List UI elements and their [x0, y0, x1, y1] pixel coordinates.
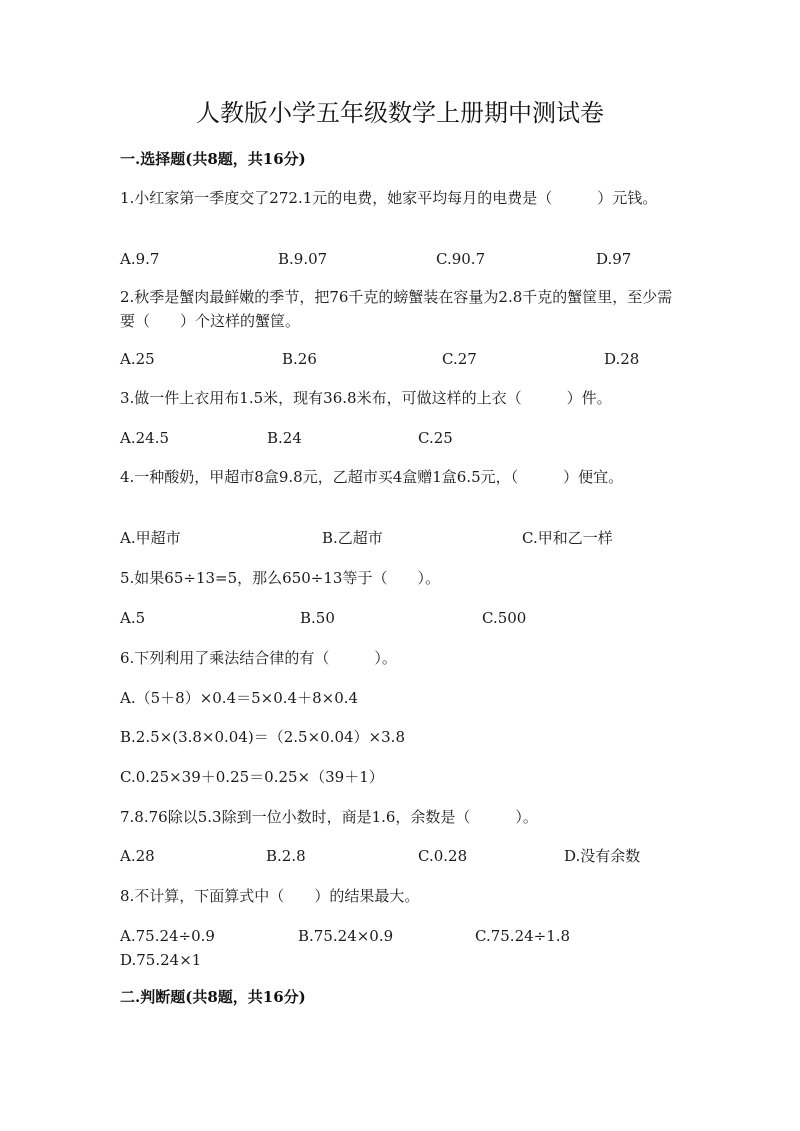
- option-b[interactable]: B.75.24×0.9: [298, 927, 394, 945]
- option-b[interactable]: B.9.07: [278, 250, 328, 268]
- option-c[interactable]: C.90.7: [436, 250, 486, 268]
- option-a[interactable]: A.75.24÷0.9: [120, 927, 215, 945]
- option-c[interactable]: C.0.28: [418, 847, 468, 865]
- question-5-stem: 5.如果65÷13=5，那么650÷13等于（ ）。: [120, 569, 440, 587]
- question-6-stem: 6.下列利用了乘法结合律的有（ ）。: [120, 649, 397, 667]
- question-3-stem: 3.做一件上衣用布1.5米，现有36.8米布，可做这样的上衣（ ）件。: [120, 389, 612, 407]
- option-c[interactable]: C.25: [418, 429, 453, 447]
- option-b[interactable]: B.50: [300, 609, 335, 627]
- question-4-options: [120, 526, 680, 550]
- question-1-options: [120, 247, 680, 271]
- option-a[interactable]: A.28: [120, 847, 155, 865]
- option-c[interactable]: C.500: [482, 609, 527, 627]
- option-b[interactable]: B.2.5×(3.8×0.04)＝（2.5×0.04）×3.8: [120, 728, 405, 746]
- option-c[interactable]: C.75.24÷1.8: [475, 927, 571, 945]
- page-title: 人教版小学五年级数学上册期中测试卷: [196, 99, 604, 127]
- option-c[interactable]: C.甲和乙一样: [522, 529, 613, 547]
- option-c[interactable]: C.27: [442, 350, 477, 368]
- option-b[interactable]: B.26: [282, 350, 317, 368]
- question-1-stem: 1.小红家第一季度交了272.1元的电费，她家平均每月的电费是（ ）元钱。: [120, 189, 658, 207]
- option-d[interactable]: D.97: [596, 250, 632, 268]
- question-8-options: [120, 924, 680, 972]
- question-3-options: [120, 426, 680, 450]
- option-c[interactable]: C.0.25×39＋0.25＝0.25×（39＋1）: [120, 768, 384, 786]
- option-a[interactable]: A.24.5: [120, 429, 169, 447]
- question-2-stem: 2.秋季是蟹肉最鲜嫩的季节，把76千克的螃蟹装在容量为2.8千克的蟹筐里，至少需要（ ）个这样的蟹筐。: [120, 288, 673, 330]
- question-5-options: [120, 606, 680, 630]
- option-d[interactable]: D.没有余数: [564, 847, 641, 865]
- question-7-stem: 7.8.76除以5.3除到一位小数时，商是1.6，余数是（ ）。: [120, 808, 538, 826]
- section-heading-judgement: 二.判断题(共8题，共16分): [120, 988, 306, 1006]
- question-2-options: [120, 347, 680, 371]
- option-a[interactable]: A.（5＋8）×0.4＝5×0.4＋8×0.4: [120, 689, 359, 707]
- option-a[interactable]: A.9.7: [120, 250, 160, 268]
- option-a[interactable]: A.5: [120, 609, 146, 627]
- option-b[interactable]: B.乙超市: [322, 529, 383, 547]
- option-d[interactable]: D.75.24×1: [120, 951, 202, 969]
- option-d[interactable]: D.28: [604, 350, 640, 368]
- question-4-stem: 4.一种酸奶，甲超市8盒9.8元，乙超市买4盒赠1盒6.5元，（ ）便宜。: [120, 468, 624, 486]
- section-heading-choice: 一.选择题(共8题，共16分): [120, 150, 306, 168]
- question-7-options: [120, 844, 680, 868]
- question-8-stem: 8.不计算，下面算式中（ ）的结果最大。: [120, 887, 420, 905]
- option-a[interactable]: A.25: [120, 350, 155, 368]
- option-b[interactable]: B.24: [267, 429, 302, 447]
- option-b[interactable]: B.2.8: [266, 847, 306, 865]
- option-a[interactable]: A.甲超市: [120, 529, 181, 547]
